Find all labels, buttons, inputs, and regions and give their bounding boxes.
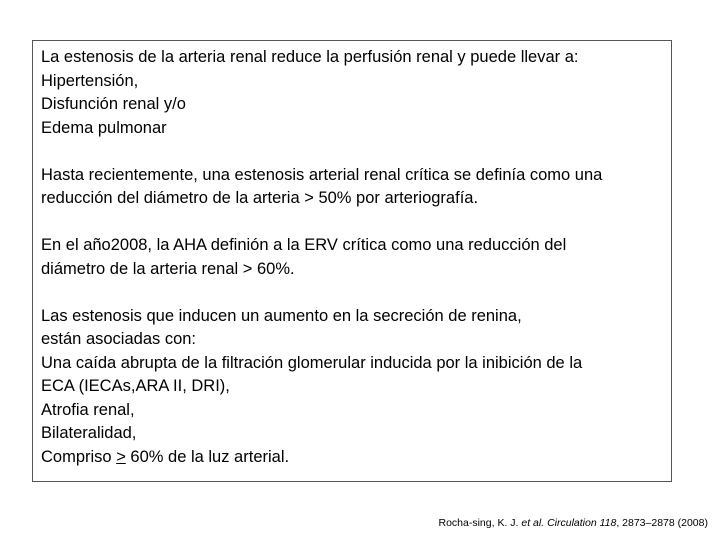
text-line: reducción del diámetro de la arteria > 50% por arteriografía. <box>41 189 479 207</box>
text-line: Una caída abrupta de la filtración glomerular inducida por la inibición de la <box>41 353 583 372</box>
text-line: Las estenosis que inducen un aumento en la secreción de renina, <box>41 306 522 325</box>
paragraph-consequences <box>41 46 663 140</box>
text-line: diámetro de la arteria renal > 60%. <box>41 259 295 278</box>
text-line: Atrofia renal, <box>41 400 135 419</box>
text-fragment: 60% de la luz arterial. <box>125 447 290 466</box>
text-line: En el año2008, la AHA definión a la ERV crítica como una reducción del <box>41 236 567 254</box>
spacer <box>41 140 663 164</box>
text-line <box>41 446 663 470</box>
text-line: Disfunción renal y/o <box>41 95 186 113</box>
paragraph-aha-definition <box>41 234 663 281</box>
text-line: Bilateralidad, <box>41 424 137 442</box>
paragraph-renin-stenosis <box>41 305 663 470</box>
citation <box>439 517 709 529</box>
citation-authors: Rocha-sing, K. J. <box>438 517 522 529</box>
text-line: Edema pulmonar <box>41 118 167 137</box>
text-fragment: Compriso <box>41 447 117 466</box>
text-line: La estenosis de la arteria renal reduce la perfusión renal y puede llevar a: <box>41 48 579 66</box>
citation-pages: , 2873–2878 (2008) <box>616 517 708 529</box>
text-line: Hasta recientemente, una estenosis arterial renal crítica se definía como una <box>41 165 603 184</box>
text-line: ECA (IECAs,ARA II, DRI), <box>41 377 230 395</box>
text-line: están asociadas con: <box>41 330 197 348</box>
content-box <box>32 40 672 482</box>
greater-equal-symbol: > <box>116 447 126 466</box>
spacer <box>41 281 663 305</box>
text-line: Hipertensión, <box>41 71 139 90</box>
paragraph-historical-definition <box>41 164 663 211</box>
citation-journal: Circulation 118 <box>547 517 617 529</box>
spacer <box>41 211 663 235</box>
citation-etal: et al. <box>521 517 545 529</box>
